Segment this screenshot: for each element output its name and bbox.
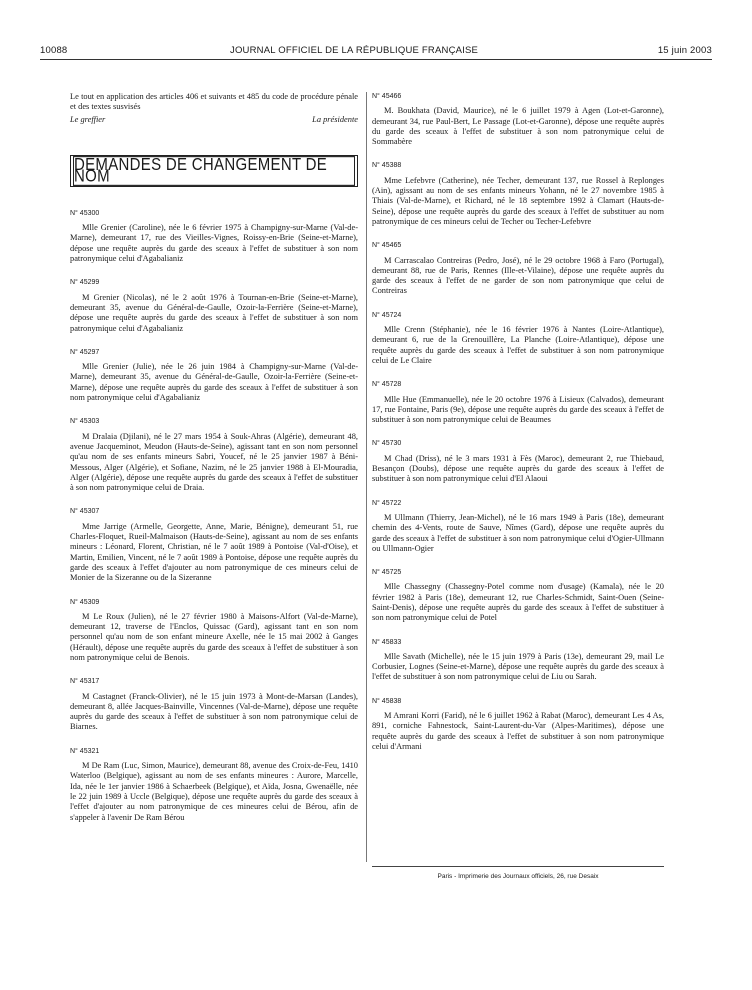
notice-entry	[70, 598, 358, 664]
publication-date: 15 juin 2003	[657, 45, 712, 56]
notice-text: M Dralaia (Djilani), né le 27 mars 1954 à Souk-Ahras (Algérie), demeurant 48, avenue Jacqueminot, Meudon (Hauts-de-Seine), agissant tant en son nom personnel qu'au nom de ses enfants mineurs Sabri, Youcef, né le 25 janvier 1987 à Béni-Messous, Alger (Algérie), et Sofiane, Nazim, né le 25 janvier 1988 à El-Mouradia, Alger (Algérie), dépose une requête auprès du garde des sceaux à l'effet de substituer à son nom patronymique celui de Draia.	[70, 431, 358, 493]
notice-entry	[70, 348, 358, 403]
notice-text: Mlle Chassegny (Chassegny-Potel comme nom d'usage) (Kamala), née le 20 février 1982 à Paris (18e), demeurant 12, rue Charles-Schmidt, Saint-Ouen (Seine-Saint-Denis), dépose une requête auprès du garde des sceaux à l'effet de substituer à son nom patronymique celui de Potel	[372, 582, 664, 623]
notice-text: Mme Lefebvre (Catherine), née Techer, demeurant 137, rue Rossel à Replonges (Ain), agissant au nom de ses enfants mineurs Yohann, né le 27 novembre 1985 à Thiais (Val-de-Marne), et Richard, né le 18 septembre 1992 à Clamart (Hauts-de-Seine), dépose une requête auprès du garde des sceaux à l'effet de substituer au nom patronymique de ces mineurs celui de Techer ou Techer-Lefebvre	[372, 175, 664, 226]
notice-number: N° 45317	[70, 678, 100, 686]
notice-entry	[372, 380, 664, 425]
notice-number: N° 45300	[70, 209, 100, 217]
notice-entry	[372, 439, 664, 484]
notice-entry	[70, 677, 358, 732]
notice-text: Mlle Savath (Michelle), née le 15 juin 1979 à Paris (13e), demeurant 29, mail Le Corbusier, Lognes (Seine-et-Marne), dépose une requête auprès du garde des sceaux à l'effet de substituer à son nom patronymique celui de Liu ou Sarah.	[372, 651, 664, 682]
notice-number: N° 45307	[70, 508, 100, 516]
page-number: 10088	[40, 45, 68, 56]
section-title-box	[70, 155, 358, 187]
notice-entry	[372, 161, 664, 227]
notice-number: N° 45725	[372, 569, 402, 577]
notice-entry	[70, 209, 358, 264]
notice-number: N° 45388	[372, 162, 402, 170]
notice-text: M Ullmann (Thierry, Jean-Michel), né le 16 mars 1949 à Paris (18e), demeurant chemin des 4-Vents, route de Sauve, Nîmes (Gard), dépose une requête auprès du garde des sceaux à l'effet de substituer à son nom patronymique celui d'Ogier-Ullmann ou Ullmann-Ogier	[372, 512, 664, 553]
notice-text: M Carrascalao Contreiras (Pedro, José), né le 29 octobre 1968 à Faro (Portugal), demeurant 88, rue de Paris, Rennes (Ille-et-Vilaine), dépose une requête auprès du garde des sceaux à l'effet de ne garder de son nom patronymique que celui de Contreiras	[372, 255, 664, 296]
notice-text: M De Ram (Luc, Simon, Maurice), demeurant 88, avenue des Croix-de-Feu, 1410 Waterloo (Belgique), agissant au nom de ses enfants mineures : Aurore, Marcelle, Ida, née le 1er janvier 1986 à Schaerbeek (Belgique), et Aïda, Josna, Gwenaëlle, née le 22 juin 1989 à Uccle (Belgique), dépose une requête auprès du garde des sceaux à l'effet d'ajouter au nom patronymique de ces mineures celui de Bérou, afin de s'appeler à l'avenir De Ram Bérou	[70, 761, 358, 822]
notice-entry	[70, 747, 358, 823]
greffier-label: Le greffier	[70, 114, 106, 124]
signature-line	[70, 115, 358, 125]
notice-text: Mlle Crenn (Stéphanie), née le 16 février 1976 à Nantes (Loire-Atlantique), demeurant 6, rue de la Grenouillère, La Planche (Loire-Atlantique), dépose une requête auprès du garde des sceaux à l'effet de substituer à son nom patronymique celui de Le Claire	[372, 325, 664, 365]
notice-number: N° 45303	[70, 418, 100, 426]
notice-text: M Castagnet (Franck-Olivier), né le 15 juin 1973 à Mont-de-Marsan (Landes), demeurant 8, allée Jacques-Bainville, Vincennes (Val-de-Marne), dépose une requête auprès du garde des sceaux à l'effet de substituer à son nom patronymique celui de Biarnes.	[70, 691, 358, 732]
header-rule	[40, 59, 712, 60]
column-divider	[366, 92, 367, 862]
notice-entry	[70, 417, 358, 493]
notice-text: M Amrani Korri (Farid), né le 6 juillet 1962 à Rabat (Maroc), demeurant Les 4 As, 891, corniche Fahnestock, Saint-Laurent-du-Var (Alpes-Maritimes), dépose une requête auprès du garde des sceaux à l'effet de substituer à son nom patronymique celui d'Armani	[372, 711, 664, 751]
notice-entry	[372, 311, 664, 366]
notice-number: N° 45466	[372, 93, 402, 100]
intro-block	[70, 92, 358, 125]
notice-number: N° 45321	[70, 747, 100, 755]
notice-entry	[372, 568, 664, 623]
notice-text: M Le Roux (Julien), né le 27 février 1980 à Maisons-Alfort (Val-de-Marne), demeurant 12, traverse de l'Enclos, Quissac (Gard), agissant tant en son nom personnel qu'au nom de son enfant mineure Axelle, née le 15 mai 2002 à Ganges (Hérault), dépose une requête auprès du garde des sceaux à l'effet de substituer à son nom patronymique celui de Benois.	[70, 611, 358, 662]
journal-title: JOURNAL OFFICIEL DE LA RÉPUBLIQUE FRANÇAISE	[230, 45, 479, 56]
notice-number: N° 45299	[70, 279, 100, 287]
notice-number: N° 45722	[372, 499, 402, 507]
left-column	[70, 92, 358, 837]
presidente-label: La présidente	[312, 114, 358, 124]
notice-entry	[372, 638, 664, 683]
notice-number: N° 45833	[372, 638, 402, 646]
notice-entry	[372, 241, 664, 296]
right-column	[372, 92, 664, 766]
notice-number: N° 45728	[372, 381, 402, 389]
notice-text: M Chad (Driss), né le 3 mars 1931 à Fès (Maroc), demeurant 2, rue Thiebaud, Besançon (Doubs), dépose une requête auprès du garde des sceaux à l'effet de substituer à son nom patronymique celui d'El Alaoui	[372, 453, 664, 484]
notice-text: M Grenier (Nicolas), né le 2 août 1976 à Tournan-en-Brie (Seine-et-Marne), demeurant 35, avenue du Général-de-Gaulle, Ozoir-la-Ferrière (Seine-et-Marne), dépose une requête auprès du garde des sceaux à l'effet de substituer à son nom patronymique celui d'Agabalianiz	[70, 292, 358, 333]
notice-entry	[70, 507, 358, 583]
notice-entry	[70, 278, 358, 333]
notice-number: N° 45465	[372, 242, 402, 250]
section-title: DEMANDES DE CHANGEMENT DE NOM	[73, 156, 355, 186]
notice-text: M. Boukhata (David, Maurice), né le 6 juillet 1979 à Agen (Lot-et-Garonne), demeurant 34, rue Paul-Bert, Le Passage (Lot-et-Garonne), dépose une requête auprès du garde des sceaux à l'effet de substituer à son nom patronymique celui de Sommabère	[372, 106, 664, 147]
notice-number: N° 45838	[372, 697, 402, 705]
intro-text: Le tout en application des articles 406 et suivants et 485 du code de procédure pénale et des textes susvisés	[70, 92, 358, 112]
notice-entry	[372, 499, 664, 554]
notice-entry	[372, 92, 664, 147]
printer-footer: Paris - Imprimerie des Journaux officiels, 26, rue Desaix	[372, 866, 664, 880]
notice-text: Mme Jarrige (Armelle, Georgette, Anne, Marie, Bénigne), demeurant 51, rue Charles-Floquet, Rueil-Malmaison (Hauts-de-Seine), agissant au nom de ses enfants mineurs : Léonard, Florent, Christian, né le 7 août 1989 à Pontoise (Val-d'Oise), et Martin, Emilien, Vincent, né le 7 août 1989 à Pontoise, dépose une requête auprès du garde des sceaux à l'effet d'ajouter au nom patronymique de ces mineurs celui de Monier de la Sizeranne ou de la Sizeranne	[70, 521, 358, 583]
notice-number: N° 45730	[372, 440, 402, 448]
notice-text: Mlle Grenier (Caroline), née le 6 février 1975 à Champigny-sur-Marne (Val-de-Marne), demeurant 17, rue des Vieilles-Vignes, Roissy-en-Brie (Seine-et-Marne), dépose une requête auprès du garde des sceaux à l'effet de substituer à son nom patronymique celui d'Agabalianiz	[70, 223, 358, 264]
notice-number: N° 45297	[70, 348, 100, 356]
notice-text: Mlle Hue (Emmanuelle), née le 20 octobre 1976 à Lisieux (Calvados), demeurant 17, rue Fontaine, Paris (9e), dépose une requête auprès du garde des sceaux à l'effet de substituer à son nom patronymique celui de Beaumes	[372, 394, 664, 425]
notice-number: N° 45724	[372, 311, 402, 319]
notice-text: Mlle Grenier (Julie), née le 26 juin 1984 à Champigny-sur-Marne (Val-de-Marne), demeurant 35, avenue du Général-de-Gaulle, Ozoir-la-Ferrière (Seine-et-Marne), dépose une requête auprès du garde des sceaux à l'effet de substituer à son nom patronymique celui d'Agabalianiz	[70, 362, 358, 403]
notice-entry	[372, 697, 664, 752]
notice-number: N° 45309	[70, 598, 100, 606]
